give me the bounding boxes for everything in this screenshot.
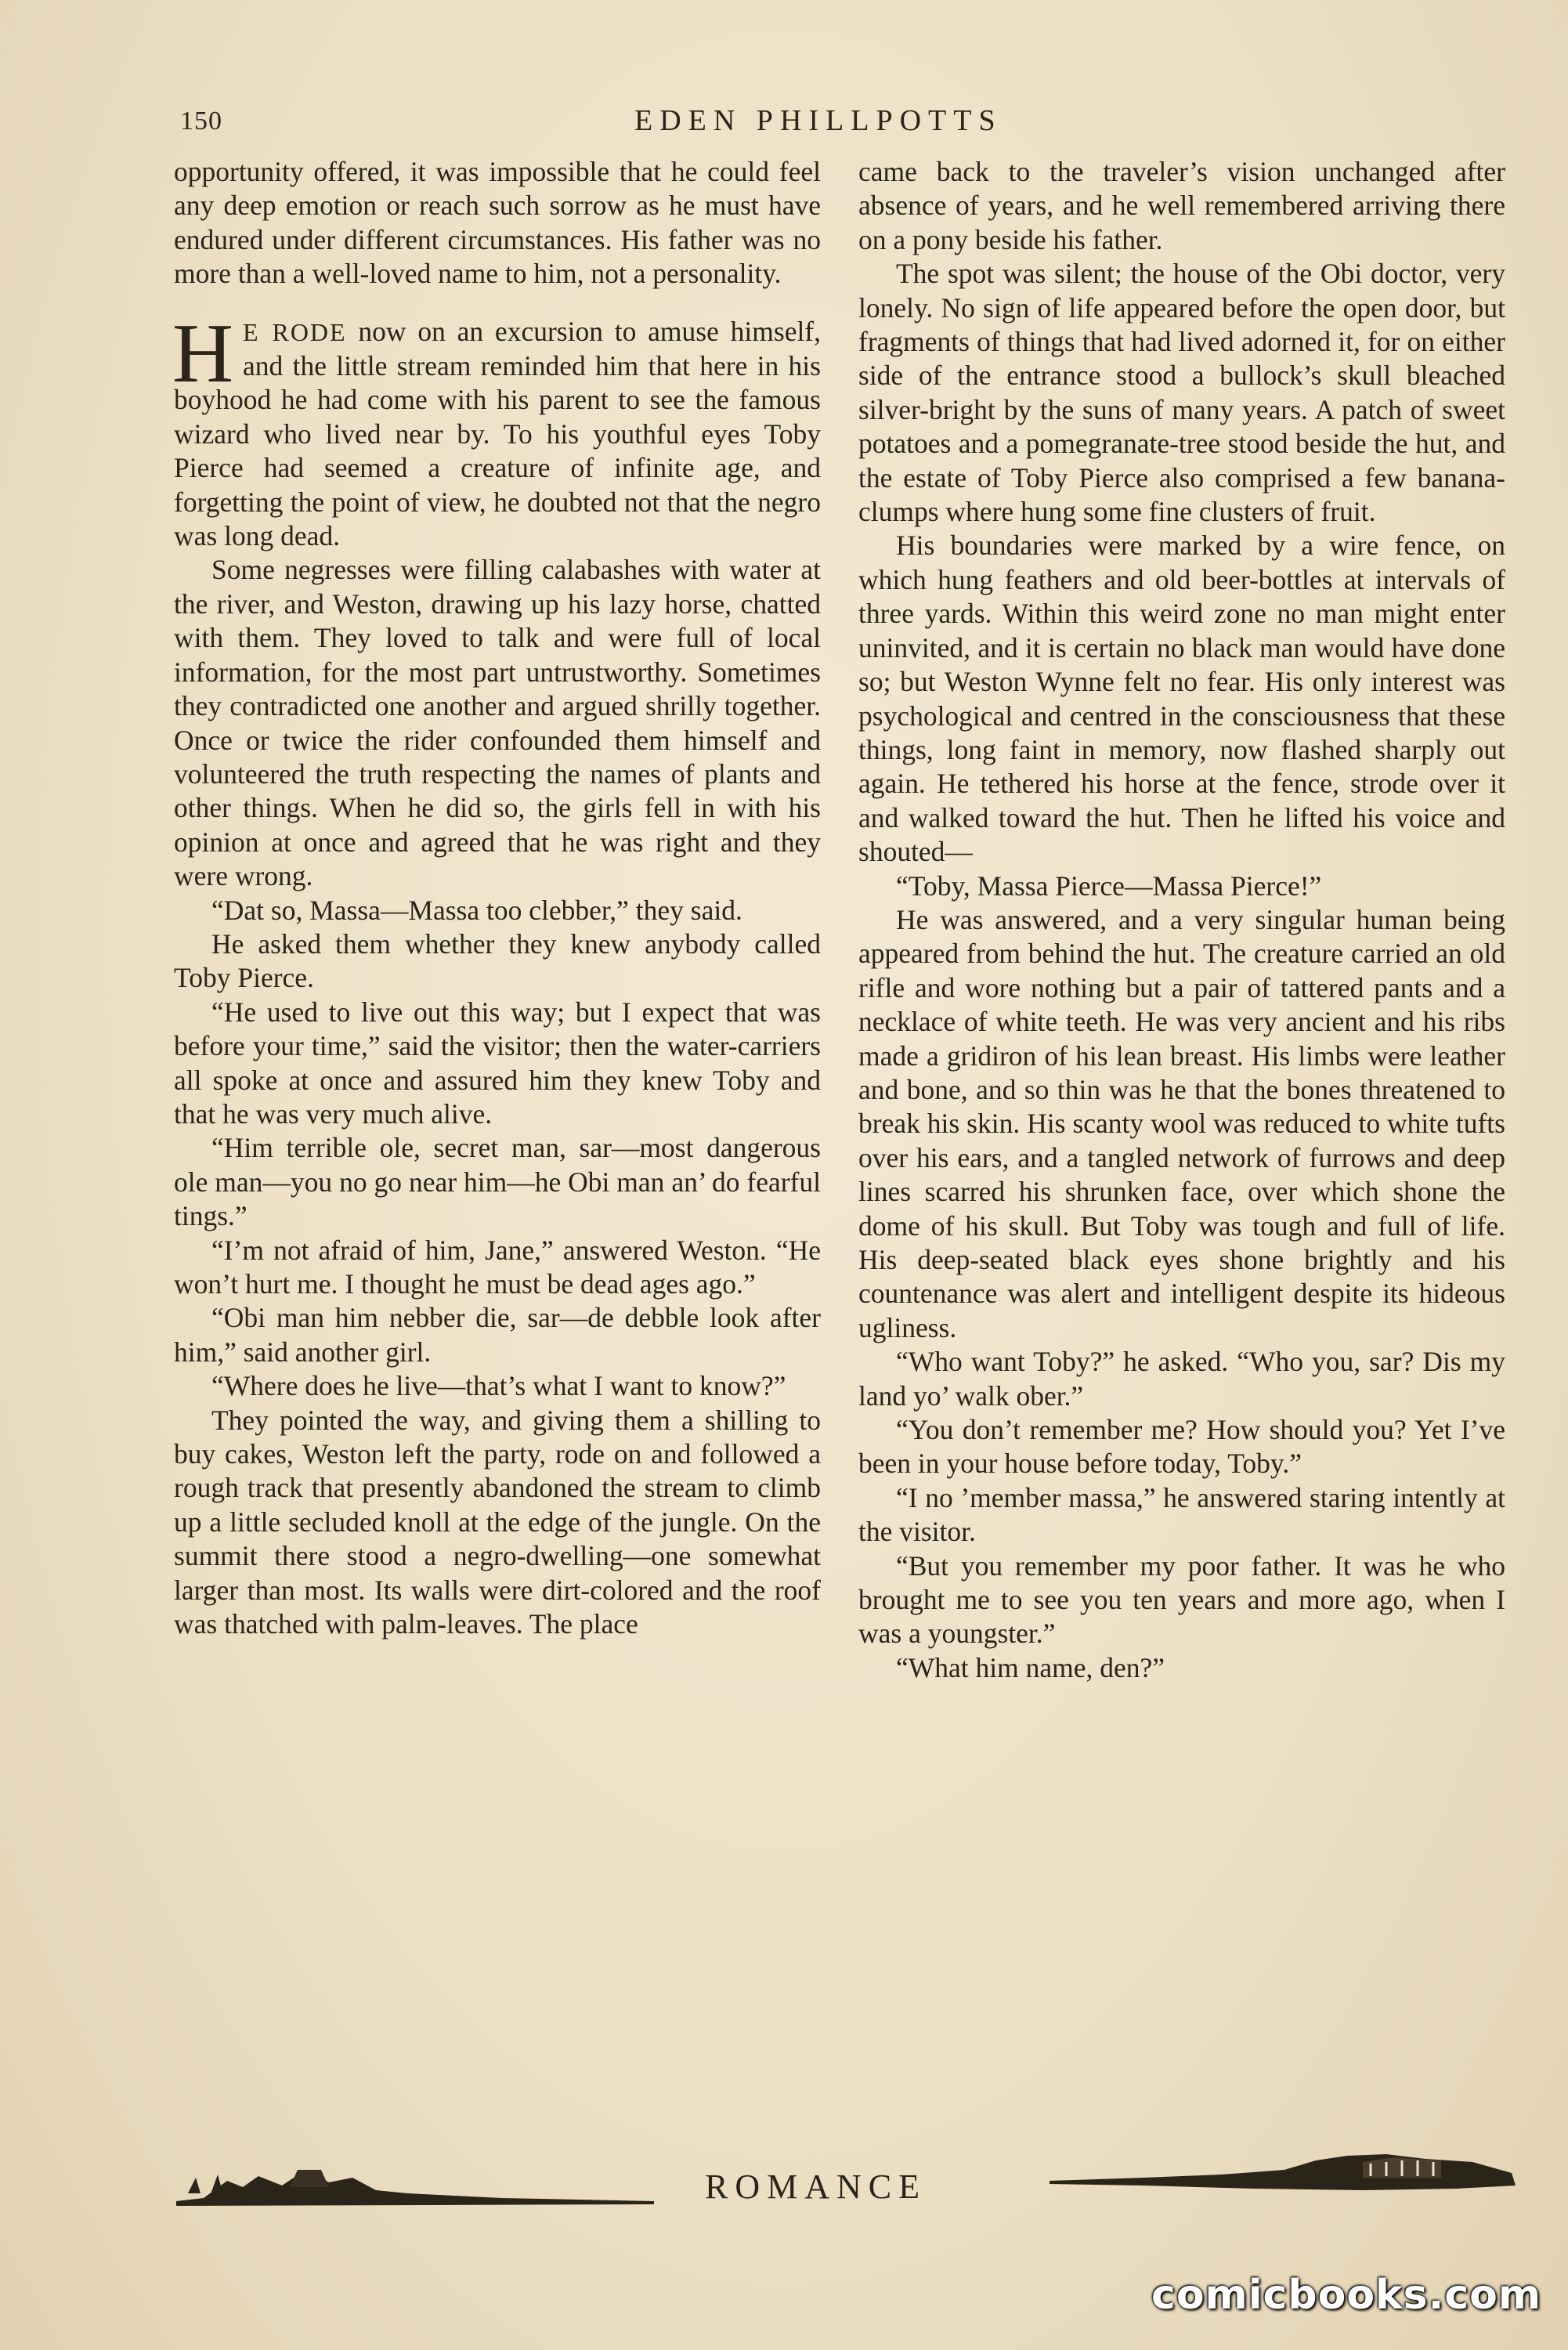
paragraph: “Toby, Massa Pierce—Massa Pierce!” [896, 870, 1322, 902]
landscape-vignette-right-icon [1050, 2146, 1519, 2209]
paragraph: “What him name, den?” [896, 1651, 1165, 1683]
paragraph: “He used to live out this way; but I expect that was before your time,” said the visitor; then the water-carriers all spoke at once and assured him they knew Toby and that he was very much alive. [174, 996, 821, 1130]
paragraph: “I no ’member massa,” he answered staring intently at the visitor. [858, 1481, 1505, 1548]
opening-small-caps: E RODE [243, 317, 347, 346]
paragraph: came back to the traveler’s vision unchanged after absence of years, and he well remembered arriving there on a pony beside his father. [858, 156, 1505, 255]
paragraph: The spot was silent; the house of the Obi doctor, very lonely. No sign of life appeared before the open door, but fragments of things that had lived adorned it, for on either side of the entrance stood a bullock’s skull bleached silver-bright by the suns of many years. A patch of sweet potatoes and a pomegranate-tree stood beside the hut, and the estate of Toby Pierce also comprised a few banana-clumps where hung some fine clusters of fruit. [858, 258, 1505, 528]
right-column [858, 155, 1505, 1685]
running-head: EDEN PHILLPOTTS [634, 104, 1003, 137]
paragraph: “I’m not afraid of him, Jane,” answered Weston. “He won’t hurt me. I thought he must be dead ages ago.” [174, 1234, 821, 1300]
paragraph: “But you remember my poor father. It was he who brought me to see you ten years and more ago, when I was a youngster.” [858, 1549, 1505, 1650]
paragraph: His boundaries were marked by a wire fence, on which hung feathers and old beer-bottles at intervals of three yards. Within this weird zone no man might enter uninvited, and it is certain no black man would have done so; but Weston Wynne felt no fear. His only interest was psychological and centred in the consciousness that these things, long faint in memory, now flashed sharply out again. He tethered his horse at the fence, strode over it and walked toward the hut. Then he lifted his voice and shouted— [858, 530, 1505, 868]
paragraph: Some negresses were filling calabashes with water at the river, and Weston, drawing up his lazy horse, chatted with them. They loved to talk and were full of local information, for the most part untrustworthy. Sometimes they contradicted one another and argued shrilly together. Once or twice the rider confounded them himself and volunteered the truth respecting the names of plants and other things. When he did so, the girls fell in with his opinion at once and agreed that he was right and they were wrong. [174, 554, 821, 892]
paragraph: “Dat so, Massa—Massa too clebber,” they said. [211, 894, 742, 926]
magazine-title: ROMANCE [705, 2167, 927, 2206]
watermark: comicbooks.com [1151, 2272, 1542, 2319]
paragraph: He asked them whether they knew anybody called Toby Pierce. [174, 927, 821, 994]
drop-cap: H [172, 306, 233, 400]
page-header [180, 102, 1449, 149]
paragraph: “Him terrible ole, secret man, sar—most dangerous ole man—you no go near him—he Obi man an’ do fearful tings.” [174, 1132, 821, 1232]
paragraph: “Who want Toby?” he asked. “Who you, sar? Dis my land yo’ walk ober.” [858, 1346, 1505, 1412]
left-column [174, 155, 821, 1641]
section-opening-paragraph [172, 306, 822, 554]
page-number: 150 [180, 107, 222, 136]
paragraph: “Where does he live—that’s what I want to know?” [211, 1370, 786, 1402]
paragraph: opportunity offered, it was impossible that he could feel any deep emotion or reach such sorrow as he must have endured under different circumstances. His father was no more than a well-loved name to him, not a personality. [174, 156, 821, 290]
opening-text: now on an excursion to amuse himself, and the little stream reminded him that here in his boyhood he had come with his parent to see the famous wizard who lived near by. To his youthful eyes Toby Pierce had seemed a creature of infinite age, and forgetting the point of view, he doubted not that the negro was long dead. [174, 315, 822, 552]
landscape-vignette-left-icon [172, 2146, 658, 2209]
paragraph: They pointed the way, and giving them a shilling to buy cakes, Weston left the party, rode on and followed a rough track that presently abandoned the stream to climb up a little secluded knoll at the edge of the jungle. On the summit there stood a negro-dwelling—one somewhat larger than most. Its walls were dirt-colored and the roof was thatched with palm-leaves. The place [174, 1404, 821, 1640]
paragraph: He was answered, and a very singular human being appeared from behind the hut. The creature carried an old rifle and wore nothing but a pair of tattered pants and a necklace of white teeth. He was very ancient and his ribs made a gridiron of his lean breast. His limbs were leather and bone, and so thin was he that the bones threatened to break his skin. His scanty wool was reduced to white tufts over his ears, and a tangled network of furrows and deep lines scarred his shrunken face, over which shone the dome of his skull. But Toby was tough and full of life. His deep-seated black eyes shone brightly and his countenance was alert and intelligent despite its hideous ugliness. [858, 903, 1505, 1343]
page-footer [172, 2146, 1519, 2217]
paragraph: “You don’t remember me? How should you? Yet I’ve been in your house before today, Toby.” [858, 1414, 1505, 1480]
paragraph: “Obi man him nebber die, sar—de debble look after him,” said another girl. [174, 1302, 821, 1368]
